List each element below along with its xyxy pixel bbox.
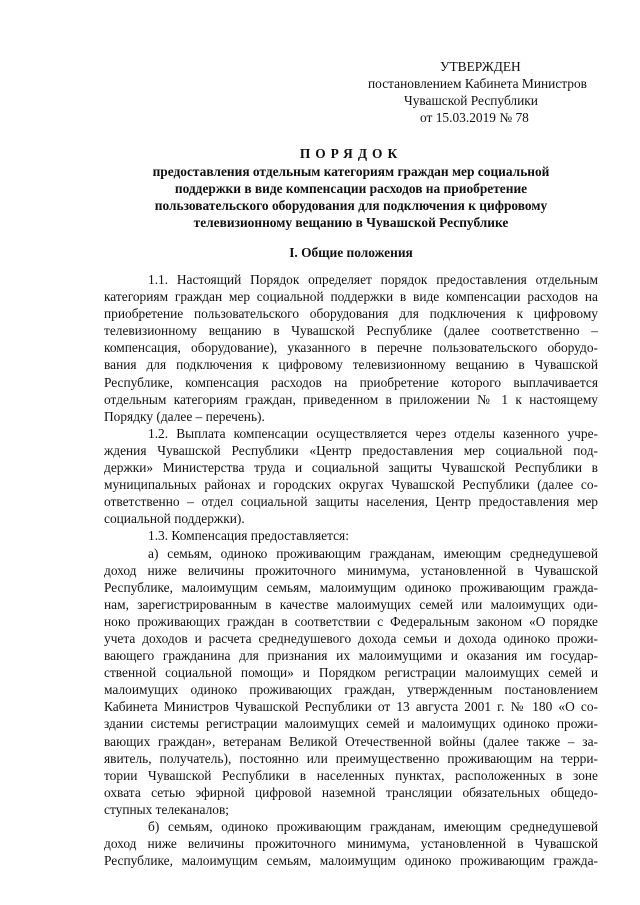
body-line: отдельным категориям граждан, приведенном в приложении № 1 к настоящему [104,391,598,407]
body-line: а) семьям, одиноко проживающим гражданам, имеющим среднедушевой [148,545,598,561]
body-line: держки» Министерства труда и социальной защиты Чувашской Республики в [104,460,598,476]
body-line: Порядку (далее – перечень). [104,408,265,424]
body-line: Республике, компенсация расходов на приобретение которого выплачивается [104,374,598,390]
approval-stamp [364,58,614,126]
approval-line: Чувашской Республики [404,93,538,108]
body-text [104,271,598,869]
body-line: ступных телеканалов; [104,801,230,817]
body-line: учета доходов и расчета среднедушевого дохода семьи и дохода одиноко прожи- [104,630,598,646]
body-line: вающих граждан», ветеранам Великой Отечественной войны (далее также – за- [104,733,598,749]
body-line: ответственно – отдел социальной защиты населения, Центр предоставления мер [104,494,598,510]
subtitle-line: пользовательского оборудования для подключения к цифровому [154,198,548,213]
body-line: категориям граждан мер социальной поддержки в виде компенсации расходов на [104,289,598,305]
body-line: вания для подключения к цифровому телевизионному вещанию в Чувашской [104,357,598,373]
body-line: охвата сетью эфирной цифровой наземной трансляции обязательных общедо- [104,784,598,800]
body-line: б) семьям, одиноко проживающим гражданам, имеющим среднедушевой [148,819,598,834]
body-line: здании системы регистрации малоимущих семей и малоимущих одиноко прожи- [104,716,598,732]
body-line: приобретение пользовательского оборудования для подключения к цифровому [104,306,598,322]
approval-line: от 15.03.2019 № 78 [420,110,529,125]
body-line: социальной поддержки). [104,511,245,527]
document-subtitle [104,163,598,231]
approval-line: постановлением Кабинета Министров [368,76,587,91]
body-line: ственной социальной помощи» и Порядком регистрации малоимущих семей и [104,665,598,681]
body-line: тории Чувашской Республики в населенных пунктах, расположенных в зоне [104,767,598,783]
subtitle-line: поддержки в виде компенсации расходов на приобретение [174,181,528,196]
subtitle-line: телевизионному вещанию в Чувашской Республике [193,215,509,230]
body-line: Республике, малоимущим семьям, малоимущим одиноко проживающим гражда- [104,579,598,595]
body-line: 1.3. Компенсация предоставляется: [148,528,349,544]
document-title: ПОРЯДОК [299,146,403,161]
body-line: ноко проживающих граждан в соответствии с Федеральным законом «О порядке [104,613,598,629]
body-line: доход ниже величины прожиточного минимума, установленной в Чувашской [104,562,598,578]
body-line: малоимущих одиноко проживающих граждан, утвержденным постановлением [104,682,598,698]
body-line: нам, зарегистрированным в качестве малоимущих семей или малоимущих оди- [104,596,598,612]
body-line: 1.1. Настоящий Порядок определяет порядок предоставления отдельным [148,272,598,287]
body-line: телевизионному вещанию в Чувашской Республике (далее соответственно – [104,323,598,339]
body-line: муниципальных районах и городских округах Чувашской Республики (далее со- [104,477,598,493]
body-line: явитель, получатель), постоянно или преимущественно проживающим на терри- [104,750,598,766]
body-line: 1.2. Выплата компенсации осуществляется через отделы казенного учре- [148,425,598,441]
body-line: доход ниже величины прожиточного минимума, установленной в Чувашской [104,836,598,852]
body-line: Кабинета Министров Чувашской Республики от 13 августа 2001 г. № 180 «О со- [104,699,598,715]
approval-line: УТВЕРЖДЕН [440,59,521,74]
subtitle-line: предоставления отдельным категориям граждан мер социальной [152,164,550,179]
body-line: Республике, малоимущим семьям, малоимущим одиноко проживающим гражда- [104,853,598,869]
body-line: компенсация, оборудование), указанного в перечне пользовательского оборудо- [104,340,598,356]
body-line: ждения Чувашской Республики «Центр предоставления мер социальной под- [104,442,598,458]
body-line: вающего гражданина для признания их малоимущими и оказания им государ- [104,648,598,664]
section-heading: I. Общие положения [289,245,413,260]
